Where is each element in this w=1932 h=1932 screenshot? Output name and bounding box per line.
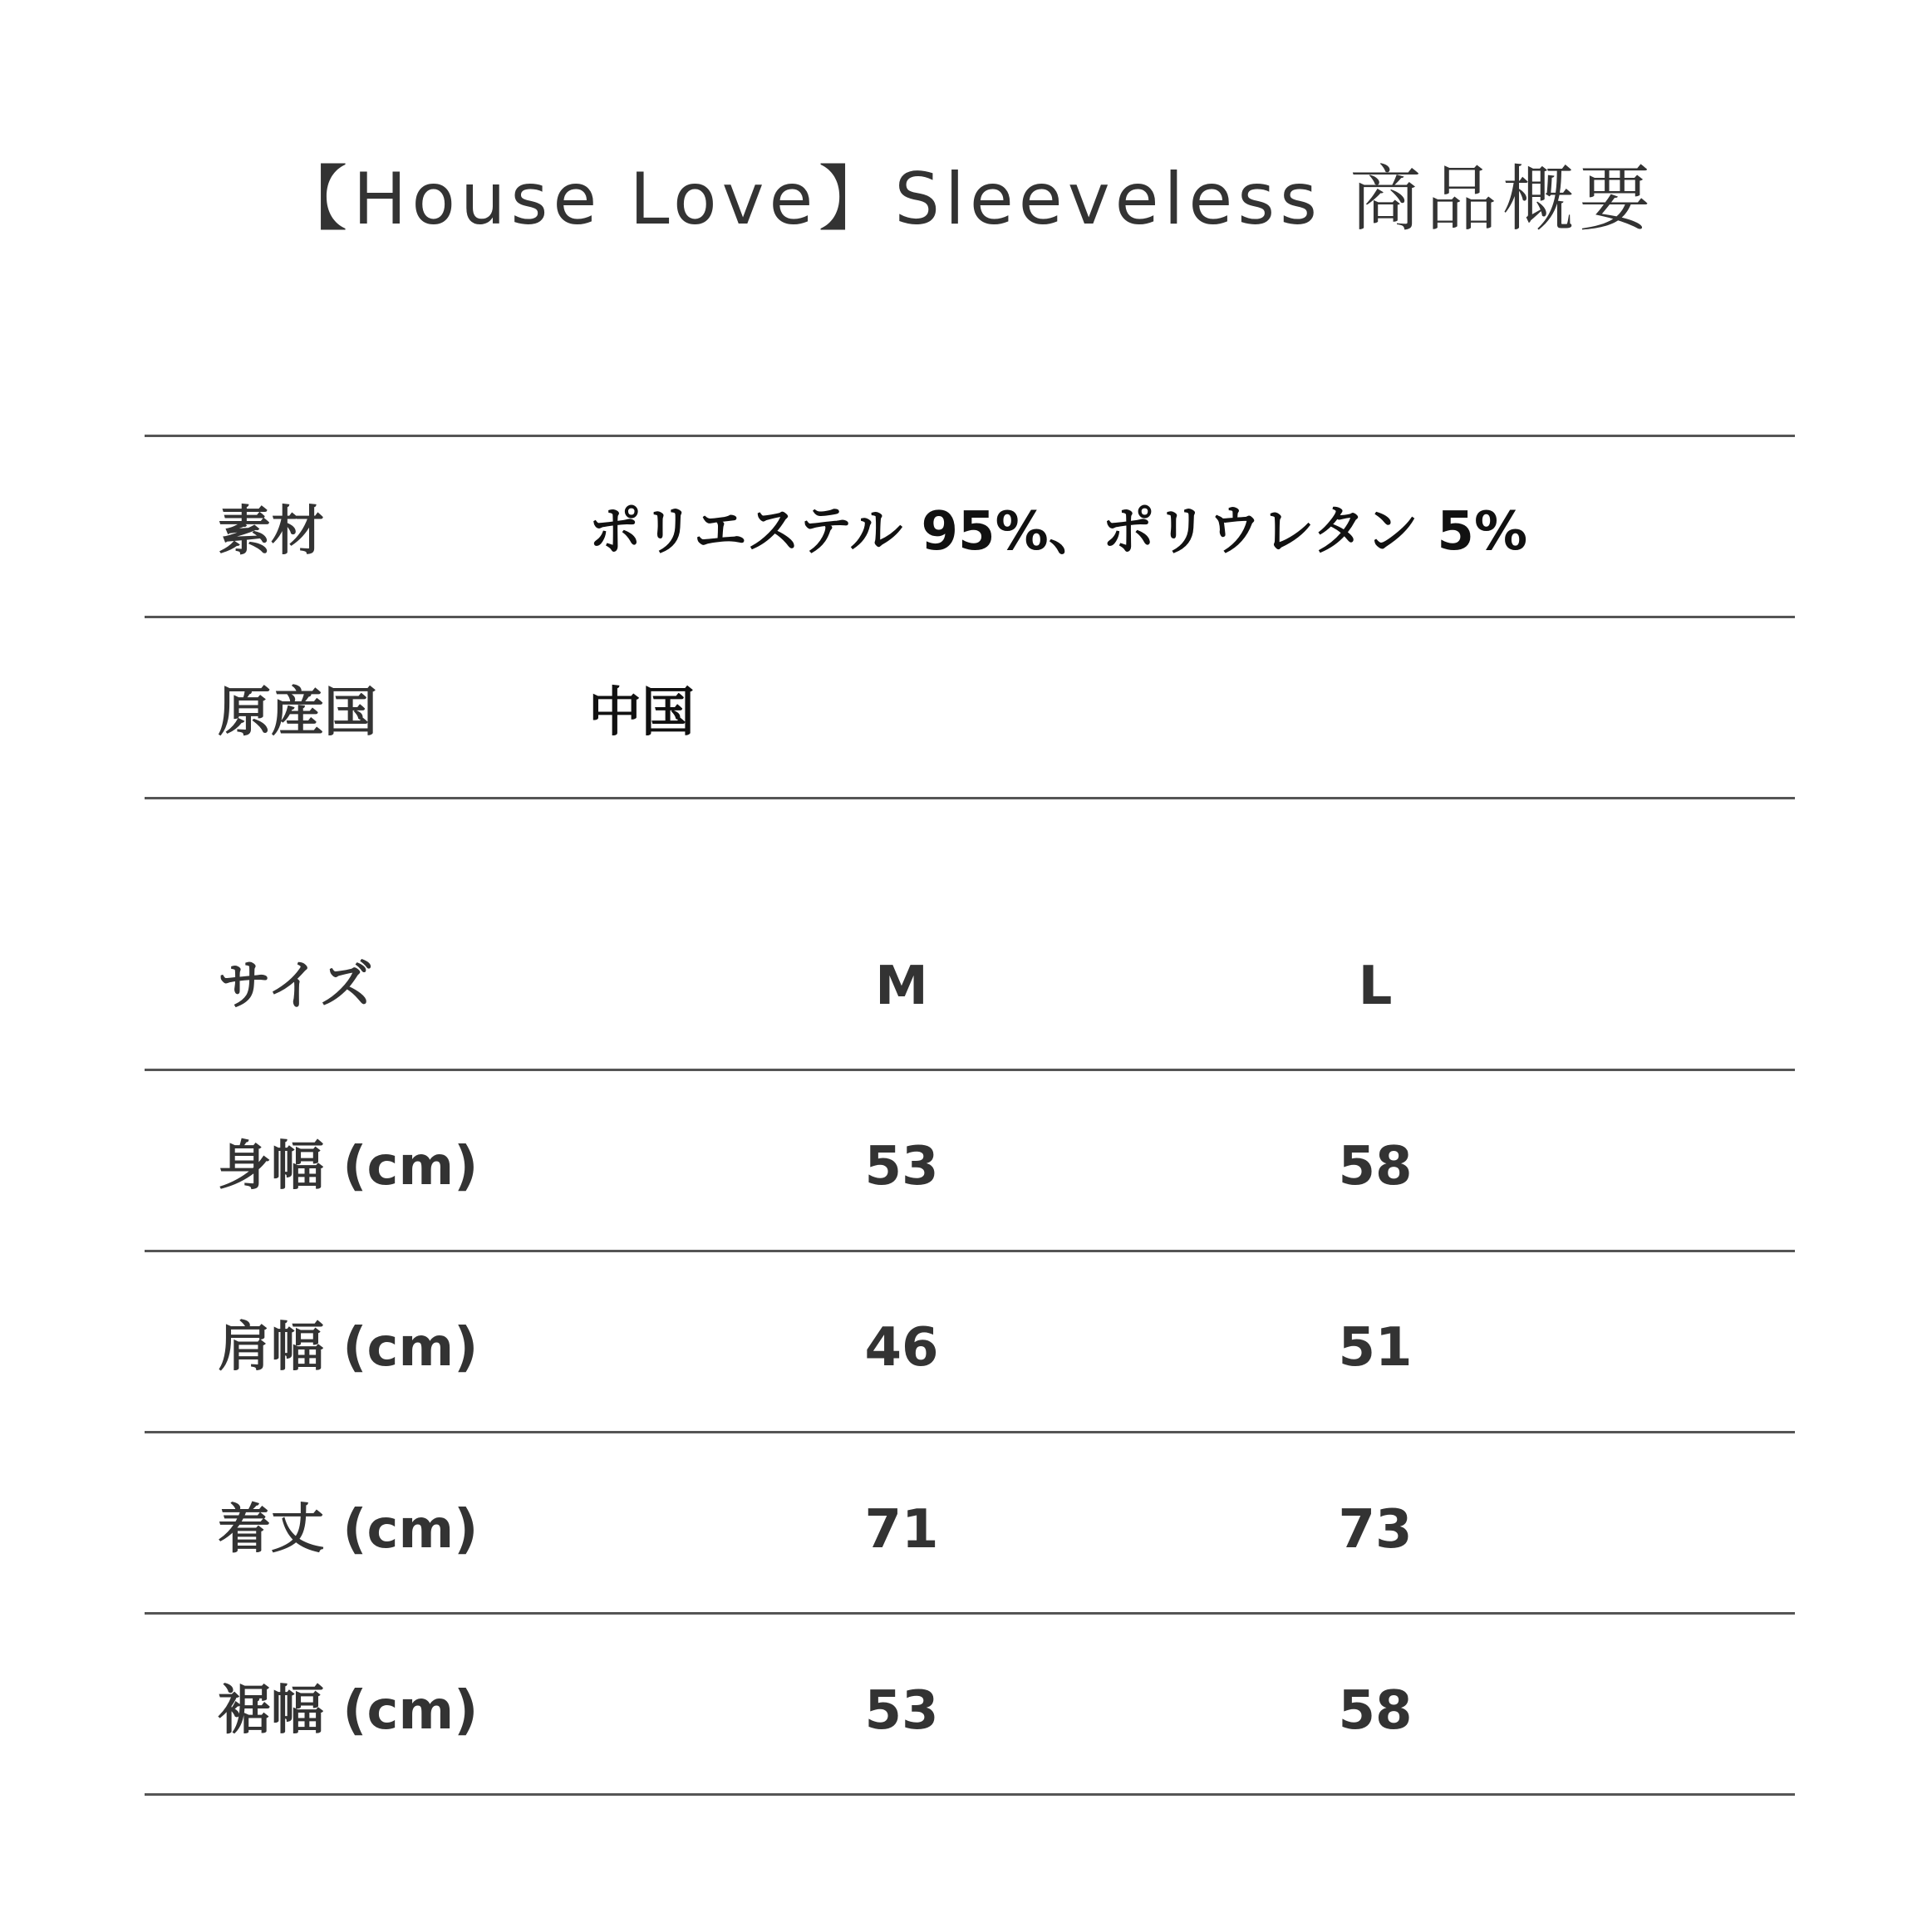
table-cell-l: 58	[1338, 1136, 1413, 1197]
table-row-label: 裾幅 (cm)	[218, 1680, 479, 1742]
table-cell-m: 46	[864, 1317, 939, 1379]
table-cell-m: 53	[864, 1680, 939, 1742]
table-row-label: 肩幅 (cm)	[218, 1317, 479, 1379]
origin-label: 原産国	[218, 682, 377, 744]
table-cell-l: 73	[1338, 1499, 1413, 1561]
divider	[145, 797, 1795, 799]
table-row-label: 身幅 (cm)	[218, 1136, 479, 1197]
table-cell-m: 71	[864, 1499, 939, 1561]
origin-value: 中国	[588, 682, 695, 744]
divider	[145, 1250, 1795, 1252]
table-cell-l: 51	[1338, 1317, 1413, 1379]
divider	[145, 435, 1795, 437]
material-value: ポリエステル 95%、ポリウレタン 5%	[588, 501, 1528, 563]
divider	[145, 1612, 1795, 1615]
divider	[145, 616, 1795, 618]
divider	[145, 1793, 1795, 1796]
size-header-label: サイズ	[218, 956, 373, 1017]
page-title: 【House Love】Sleeveless 商品概要	[276, 158, 1656, 241]
divider	[145, 1069, 1795, 1071]
size-header-m: M	[875, 956, 928, 1017]
table-cell-m: 53	[864, 1136, 939, 1197]
size-header-l: L	[1358, 956, 1393, 1017]
material-label: 素材	[218, 501, 324, 563]
table-cell-l: 58	[1338, 1680, 1413, 1742]
table-row-label: 着丈 (cm)	[218, 1499, 479, 1561]
divider	[145, 1431, 1795, 1433]
